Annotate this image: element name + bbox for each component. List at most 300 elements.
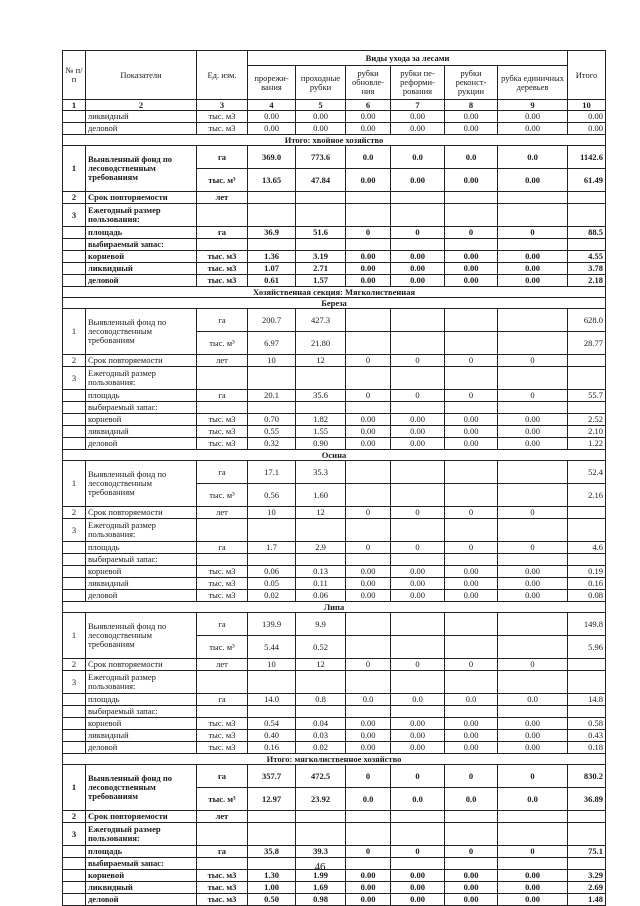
row-index: 1: [63, 613, 86, 659]
row-label: Выявленный фонд по лесоводственным требованиям: [86, 146, 197, 192]
row-index: 2: [63, 659, 86, 671]
total-cell: 628.0: [568, 309, 606, 332]
value-cell: 0: [498, 846, 568, 858]
header-type-reconstruction: рубки реконст-рукции: [445, 66, 498, 100]
table-cell: [248, 671, 296, 694]
period-row: [63, 355, 606, 367]
total-cell: 2.10: [568, 426, 606, 438]
value-cell: 773.6: [296, 146, 346, 169]
table-cell: [391, 823, 445, 846]
value-cell: 0.00: [445, 742, 498, 754]
row-unit: тыс. м3: [197, 426, 248, 438]
table-cell: [445, 204, 498, 227]
value-cell: 0.00: [498, 590, 568, 602]
value-cell: 0.0: [346, 694, 391, 706]
header-indicators: Показатели: [86, 51, 197, 100]
value-cell: 0.0: [498, 146, 568, 169]
data-row: [63, 718, 606, 730]
fund-row: [63, 146, 606, 169]
value-cell: [391, 332, 445, 355]
period-row: [63, 192, 606, 204]
value-cell: 0.00: [445, 730, 498, 742]
row-index: 1: [63, 309, 86, 355]
page-number: 46: [314, 861, 326, 873]
value-cell: [445, 309, 498, 332]
row-label: выбираемый запас:: [86, 402, 197, 414]
row-label: ликвидный: [86, 730, 197, 742]
value-cell: 0.00: [391, 578, 445, 590]
data-row: [63, 426, 606, 438]
value-cell: [498, 192, 568, 204]
table-cell: [498, 554, 568, 566]
value-cell: 0.00: [346, 718, 391, 730]
annual-row: [63, 671, 606, 694]
row-label: выбираемый запас:: [86, 858, 197, 870]
value-cell: [498, 811, 568, 823]
data-row: [63, 566, 606, 578]
fund-row: [63, 309, 606, 332]
total-cell: 75.1: [568, 846, 606, 858]
table-cell: [391, 706, 445, 718]
total-cell: [568, 192, 606, 204]
value-cell: 17.1: [248, 461, 296, 484]
row-index: 2: [63, 192, 86, 204]
row-unit: тыс. м3: [197, 882, 248, 894]
value-cell: 0.0: [346, 146, 391, 169]
value-cell: 0.00: [498, 169, 568, 192]
table-cell: [63, 426, 86, 438]
fund-row: [63, 765, 606, 788]
value-cell: 0.00: [445, 111, 498, 123]
data-row: [63, 578, 606, 590]
section-title-row: [63, 135, 606, 146]
row-index: 3: [63, 823, 86, 846]
row-unit: тыс. м3: [197, 730, 248, 742]
row-index: 2: [63, 355, 86, 367]
total-cell: 1.22: [568, 438, 606, 450]
data-row: [63, 390, 606, 402]
value-cell: 0.00: [391, 894, 445, 906]
column-number: 5: [296, 100, 346, 111]
value-cell: 0.02: [296, 742, 346, 754]
value-cell: [391, 192, 445, 204]
table-cell: [391, 671, 445, 694]
row-label: площадь: [86, 542, 197, 554]
value-cell: 10: [248, 507, 296, 519]
value-cell: 0.00: [498, 742, 568, 754]
value-cell: 0.00: [296, 123, 346, 135]
value-cell: 0.16: [248, 742, 296, 754]
value-cell: 0: [498, 542, 568, 554]
value-cell: 0.0: [445, 788, 498, 811]
total-cell: 55.7: [568, 390, 606, 402]
value-cell: 0: [346, 542, 391, 554]
row-index: 1: [63, 461, 86, 507]
table-cell: [346, 204, 391, 227]
table-cell: [391, 519, 445, 542]
value-cell: 139.9: [248, 613, 296, 636]
row-unit: тыс. м3: [197, 251, 248, 263]
table-cell: [197, 239, 248, 251]
row-label: Выявленный фонд по лесоводственным требованиям: [86, 461, 197, 507]
table-cell: [248, 402, 296, 414]
header-care-types-group: Виды ухода за лесами: [248, 51, 568, 66]
table-cell: [197, 706, 248, 718]
row-unit: тыс. м3: [197, 590, 248, 602]
value-cell: 0.0: [445, 146, 498, 169]
value-cell: 0: [445, 765, 498, 788]
row-label: корневой: [86, 414, 197, 426]
row-unit: тыс. м³: [197, 484, 248, 507]
row-label: выбираемый запас:: [86, 554, 197, 566]
row-label: площадь: [86, 227, 197, 239]
table-cell: [197, 671, 248, 694]
table-cell: [498, 671, 568, 694]
row-label: Выявленный фонд по лесоводственным требованиям: [86, 309, 197, 355]
table-cell: [63, 275, 86, 287]
period-row: [63, 811, 606, 823]
value-cell: 0.06: [248, 566, 296, 578]
value-cell: 0.00: [445, 566, 498, 578]
volume-label-row: [63, 239, 606, 251]
row-index: 3: [63, 519, 86, 542]
row-unit: тыс. м3: [197, 275, 248, 287]
value-cell: 0.00: [498, 251, 568, 263]
total-cell: 52.4: [568, 461, 606, 484]
row-unit: га: [197, 227, 248, 239]
table-cell: [296, 239, 346, 251]
total-cell: 5.96: [568, 636, 606, 659]
value-cell: [445, 636, 498, 659]
value-cell: 0.0: [391, 694, 445, 706]
row-index: 3: [63, 367, 86, 390]
total-cell: [568, 659, 606, 671]
row-unit: лет: [197, 659, 248, 671]
annual-row: [63, 823, 606, 846]
column-number: 3: [197, 100, 248, 111]
table-cell: [391, 239, 445, 251]
value-cell: 35.6: [296, 390, 346, 402]
table-cell: [445, 367, 498, 390]
row-label: ликвидный: [86, 882, 197, 894]
row-unit: тыс. м3: [197, 894, 248, 906]
data-row: [63, 251, 606, 263]
value-cell: 0.00: [346, 438, 391, 450]
total-cell: 0.58: [568, 718, 606, 730]
value-cell: [445, 811, 498, 823]
table-cell: [248, 239, 296, 251]
table-cell: [63, 730, 86, 742]
table-cell: [498, 367, 568, 390]
value-cell: 35.3: [296, 461, 346, 484]
value-cell: 0.00: [445, 590, 498, 602]
table-cell: [63, 694, 86, 706]
value-cell: 0: [391, 507, 445, 519]
value-cell: 47.84: [296, 169, 346, 192]
column-number: 7: [391, 100, 445, 111]
value-cell: 0.00: [445, 578, 498, 590]
table-cell: [197, 367, 248, 390]
value-cell: [296, 811, 346, 823]
value-cell: [391, 484, 445, 507]
value-cell: 0.00: [445, 275, 498, 287]
row-label: ликвидный: [86, 578, 197, 590]
table-cell: [296, 554, 346, 566]
value-cell: [391, 309, 445, 332]
value-cell: 0: [498, 390, 568, 402]
table-cell: [63, 123, 86, 135]
table-cell: [346, 519, 391, 542]
value-cell: 0.00: [498, 566, 568, 578]
value-cell: 39.3: [296, 846, 346, 858]
value-cell: 1.69: [296, 882, 346, 894]
row-index: 1: [63, 146, 86, 192]
value-cell: 0.00: [498, 438, 568, 450]
value-cell: 0: [391, 765, 445, 788]
value-cell: [346, 484, 391, 507]
table-cell: [296, 706, 346, 718]
value-cell: 0.00: [391, 275, 445, 287]
header-type-single-tree: рубка единичных деревьев: [498, 66, 568, 100]
value-cell: 1.00: [248, 882, 296, 894]
value-cell: 0: [346, 659, 391, 671]
section-title: Итого: хвойное хозяйство: [63, 135, 606, 146]
row-label: деловой: [86, 590, 197, 602]
value-cell: 9.9: [296, 613, 346, 636]
value-cell: 0.00: [248, 123, 296, 135]
value-cell: [346, 636, 391, 659]
value-cell: [445, 192, 498, 204]
forest-care-table: [62, 50, 606, 906]
table-cell: [346, 706, 391, 718]
value-cell: 0: [391, 227, 445, 239]
value-cell: 0.52: [296, 636, 346, 659]
value-cell: 0.00: [498, 414, 568, 426]
annual-row: [63, 367, 606, 390]
table-cell: [498, 823, 568, 846]
value-cell: 0.00: [346, 894, 391, 906]
value-cell: 0.90: [296, 438, 346, 450]
row-label: площадь: [86, 846, 197, 858]
data-row: [63, 542, 606, 554]
table-cell: [445, 239, 498, 251]
data-row: [63, 894, 606, 906]
data-row: [63, 846, 606, 858]
value-cell: 0.00: [391, 263, 445, 275]
total-cell: 4.6: [568, 542, 606, 554]
data-row: [63, 227, 606, 239]
row-index: 1: [63, 765, 86, 811]
value-cell: 0.00: [391, 426, 445, 438]
value-cell: 0: [498, 355, 568, 367]
value-cell: 0: [498, 227, 568, 239]
header-no: № п/п: [63, 51, 86, 100]
table-cell: [568, 367, 606, 390]
value-cell: 0.32: [248, 438, 296, 450]
value-cell: 0.00: [498, 870, 568, 882]
column-number: 9: [498, 100, 568, 111]
value-cell: 0.00: [391, 251, 445, 263]
value-cell: 0.0: [391, 146, 445, 169]
table-cell: [63, 894, 86, 906]
value-cell: 0.0: [498, 694, 568, 706]
value-cell: [346, 461, 391, 484]
row-unit: тыс. м³: [197, 169, 248, 192]
row-unit: га: [197, 846, 248, 858]
table-cell: [248, 554, 296, 566]
total-cell: 2.18: [568, 275, 606, 287]
value-cell: [391, 811, 445, 823]
value-cell: [296, 192, 346, 204]
table-cell: [296, 367, 346, 390]
value-cell: 0.00: [346, 882, 391, 894]
value-cell: 0.13: [296, 566, 346, 578]
row-unit: га: [197, 694, 248, 706]
value-cell: [445, 484, 498, 507]
row-unit: тыс. м3: [197, 718, 248, 730]
value-cell: 12: [296, 355, 346, 367]
row-unit: га: [197, 461, 248, 484]
data-row: [63, 275, 606, 287]
table-cell: [63, 578, 86, 590]
section-title: Итого: мягколиственное хозяйство: [63, 754, 606, 765]
total-cell: 28.77: [568, 332, 606, 355]
value-cell: 0.00: [445, 263, 498, 275]
total-cell: [568, 811, 606, 823]
value-cell: 12: [296, 659, 346, 671]
value-cell: 0: [445, 390, 498, 402]
value-cell: 0: [391, 355, 445, 367]
data-row: [63, 730, 606, 742]
value-cell: 0: [498, 507, 568, 519]
value-cell: 0.00: [445, 718, 498, 730]
value-cell: 0.00: [445, 870, 498, 882]
value-cell: 23.92: [296, 788, 346, 811]
row-unit: тыс. м3: [197, 566, 248, 578]
value-cell: 0.00: [445, 894, 498, 906]
value-cell: 2.9: [296, 542, 346, 554]
value-cell: [445, 613, 498, 636]
value-cell: [498, 484, 568, 507]
value-cell: 0.61: [248, 275, 296, 287]
value-cell: 10: [248, 355, 296, 367]
value-cell: 0.70: [248, 414, 296, 426]
value-cell: 1.36: [248, 251, 296, 263]
value-cell: 0.00: [346, 111, 391, 123]
total-cell: 0.00: [568, 111, 606, 123]
table-cell: [568, 554, 606, 566]
column-number: 4: [248, 100, 296, 111]
value-cell: 0.00: [346, 426, 391, 438]
table-cell: [391, 204, 445, 227]
row-unit: тыс. м3: [197, 111, 248, 123]
species-title: Липа: [63, 602, 606, 613]
table-cell: [63, 414, 86, 426]
table-cell: [445, 402, 498, 414]
table-cell: [248, 823, 296, 846]
value-cell: 0.00: [498, 882, 568, 894]
table-cell: [568, 706, 606, 718]
value-cell: 0.00: [346, 578, 391, 590]
data-row: [63, 590, 606, 602]
row-label: деловой: [86, 123, 197, 135]
table-header: [63, 51, 606, 111]
value-cell: 0.54: [248, 718, 296, 730]
value-cell: [498, 461, 568, 484]
value-cell: 1.7: [248, 542, 296, 554]
value-cell: 2.71: [296, 263, 346, 275]
value-cell: 1.30: [248, 870, 296, 882]
table-cell: [63, 742, 86, 754]
value-cell: 0.8: [296, 694, 346, 706]
period-row: [63, 507, 606, 519]
total-cell: 14.8: [568, 694, 606, 706]
value-cell: 10: [248, 659, 296, 671]
value-cell: 21.80: [296, 332, 346, 355]
table-cell: [63, 554, 86, 566]
row-label: Срок повторяемости: [86, 355, 197, 367]
value-cell: 0.00: [391, 123, 445, 135]
row-label: ликвидный: [86, 263, 197, 275]
value-cell: 0.03: [296, 730, 346, 742]
value-cell: 0: [391, 542, 445, 554]
header-type-thinning: прорежи-вания: [248, 66, 296, 100]
data-row: [63, 438, 606, 450]
value-cell: [346, 613, 391, 636]
table-cell: [568, 402, 606, 414]
value-cell: 0.00: [346, 566, 391, 578]
value-cell: 0: [346, 355, 391, 367]
value-cell: [498, 332, 568, 355]
value-cell: 0: [445, 507, 498, 519]
row-unit: тыс. м3: [197, 123, 248, 135]
value-cell: 1.60: [296, 484, 346, 507]
value-cell: 0.00: [498, 123, 568, 135]
value-cell: 0.0: [445, 694, 498, 706]
value-cell: 1.07: [248, 263, 296, 275]
row-label: ликвидный: [86, 426, 197, 438]
row-unit: лет: [197, 355, 248, 367]
value-cell: 0.00: [498, 263, 568, 275]
table-cell: [346, 402, 391, 414]
table-cell: [63, 402, 86, 414]
table-cell: [296, 519, 346, 542]
value-cell: 0: [445, 846, 498, 858]
table-cell: [498, 204, 568, 227]
value-cell: 0: [445, 659, 498, 671]
total-cell: 0.00: [568, 123, 606, 135]
species-title-row: [63, 602, 606, 613]
value-cell: 0: [346, 507, 391, 519]
volume-label-row: [63, 554, 606, 566]
annual-row: [63, 204, 606, 227]
row-unit: лет: [197, 811, 248, 823]
value-cell: 0.00: [445, 438, 498, 450]
row-label: деловой: [86, 742, 197, 754]
value-cell: 0.00: [445, 169, 498, 192]
value-cell: 0.06: [296, 590, 346, 602]
table-cell: [197, 402, 248, 414]
value-cell: 0.00: [391, 438, 445, 450]
total-cell: 0.08: [568, 590, 606, 602]
table-cell: [296, 671, 346, 694]
value-cell: 3.19: [296, 251, 346, 263]
header-type-renewal: рубки обновле-ния: [346, 66, 391, 100]
annual-row: [63, 519, 606, 542]
row-unit: тыс. м3: [197, 263, 248, 275]
total-cell: 88.5: [568, 227, 606, 239]
value-cell: 0: [498, 765, 568, 788]
